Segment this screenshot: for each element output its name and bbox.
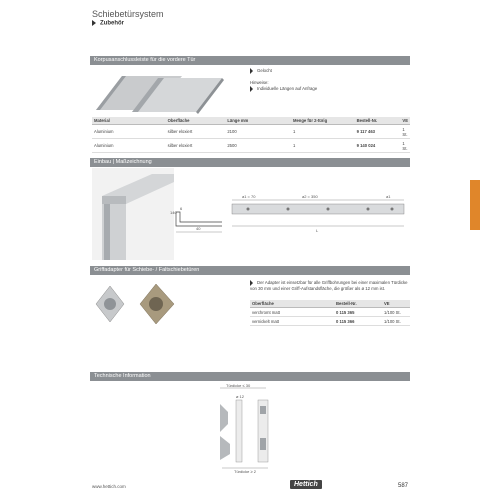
dim-thickness: 6 <box>180 206 183 211</box>
dim-width: 40 <box>196 226 201 231</box>
triangle-bullet-icon <box>250 68 253 74</box>
spec-table-adapter <box>250 300 410 326</box>
order-number: 9 140 024 <box>355 139 401 153</box>
table-cell: Aluminium <box>92 125 166 139</box>
table-cell: silber eloxiert <box>166 139 226 153</box>
table-cell: Aluminium <box>92 139 166 153</box>
drilled-note: Gelocht <box>250 68 272 74</box>
order-number: 0 115 365 <box>334 308 382 317</box>
column-header: Oberfläche <box>166 117 226 125</box>
dim-length: L <box>316 228 319 233</box>
chapter-tab <box>470 180 480 230</box>
dim-a2: a2 = 350 <box>302 194 318 199</box>
column-header: Bestell-Nr. <box>355 117 401 125</box>
triangle-bullet-icon <box>250 86 253 92</box>
section-bar-technical-info: Technische Information <box>90 372 410 381</box>
table-row <box>92 139 410 153</box>
table-cell: 1 <box>291 125 355 139</box>
table-header-row <box>250 300 410 308</box>
dim-diameter: ø 12 <box>236 394 245 399</box>
page-number: 587 <box>398 483 409 489</box>
installation-drawing <box>92 168 412 260</box>
hettich-logo: Hettich <box>290 480 322 489</box>
table-cell: verchromt matt <box>250 308 334 317</box>
section-bar-installation: Einbau | Maßzeichnung <box>90 158 410 167</box>
table-row <box>250 317 410 326</box>
triangle-bullet-icon <box>92 20 96 26</box>
hint-label: Hinweise: <box>250 80 269 85</box>
triangle-bullet-icon <box>250 280 253 286</box>
profile-image <box>92 66 232 116</box>
table-cell: 1 St. <box>400 139 410 153</box>
table-cell: 2500 <box>225 139 291 153</box>
table-cell: 1 <box>291 139 355 153</box>
dim-height: 140 <box>170 210 177 215</box>
table-row <box>250 308 410 317</box>
table-cell: 1 St. <box>400 125 410 139</box>
technical-drawing <box>200 382 290 474</box>
column-header: Oberfläche <box>250 300 334 308</box>
column-header: Bestell-Nr. <box>334 300 382 308</box>
table-cell: 1/100 St. <box>382 308 410 317</box>
order-number: 9 117 463 <box>355 125 401 139</box>
table-cell: 2100 <box>225 125 291 139</box>
dim-a1-end: a1 <box>386 194 391 199</box>
column-header: VE <box>382 300 410 308</box>
column-header: Länge mm <box>225 117 291 125</box>
handle-adapter-image <box>92 278 182 326</box>
table-cell: vernickelt matt <box>250 317 334 326</box>
page-title: Schiebetürsystem <box>92 9 164 19</box>
hint-item: Individuelle Längen auf Anfrage <box>250 86 317 92</box>
dim-a1: a1 = 70 <box>242 194 256 199</box>
table-header-row <box>92 117 410 125</box>
spec-table-profile <box>92 117 410 153</box>
handle-adapter-note: Der Adapter ist einsetzbar für alle Griffbohrungen bei einer maximalen Türdicke von 30 mm und einer Griff-Aufstandsfläche, die größer als ø 12 mm ist. <box>250 280 408 292</box>
dim-door-thickness-top: Türdicke ≤ 30 <box>226 383 251 388</box>
table-row <box>92 125 410 139</box>
column-header: VE <box>402 118 408 123</box>
section-bar-handle-adapter: Griffadapter für Schiebe- / Faltschiebetüren <box>90 266 410 275</box>
page-subtitle: Zubehör <box>92 20 124 27</box>
table-cell: 1/100 St. <box>382 317 410 326</box>
column-header: Material <box>92 117 166 125</box>
order-number: 0 115 366 <box>334 317 382 326</box>
footer-url[interactable]: www.hettich.com <box>92 484 126 489</box>
dim-door-thickness-bottom: Türdicke ≥ 2 <box>234 469 256 474</box>
table-cell: silber eloxiert <box>166 125 226 139</box>
section-bar-connector-profile: Korpusanschlussleiste für die vordere Tür <box>90 56 410 65</box>
column-header: Menge für 2-türig <box>291 117 355 125</box>
